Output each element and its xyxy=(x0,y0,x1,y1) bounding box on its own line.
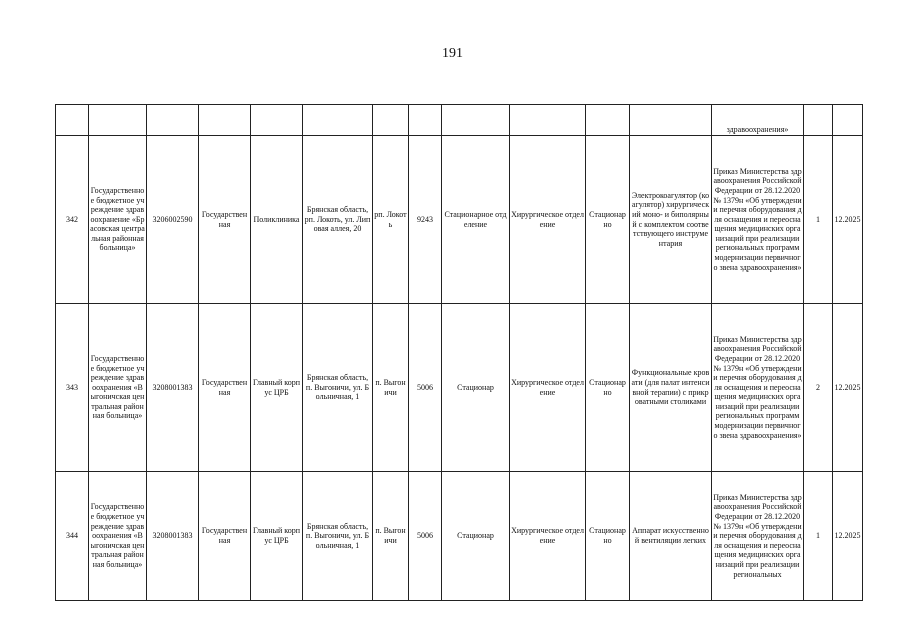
address: Брянская область, рп. Локоть, ул. Липовая аллея, 20 xyxy=(303,136,373,304)
inn-code: 3206002590 xyxy=(147,136,199,304)
unit-name: Стационарное отделение xyxy=(442,136,510,304)
locality: п. Выгоничи xyxy=(373,304,409,472)
table-row xyxy=(56,304,863,472)
page-number: 191 xyxy=(442,46,463,61)
organization-name xyxy=(89,472,147,601)
building-name: Главный корпус ЦРБ xyxy=(251,304,303,472)
locality-code: 5006 xyxy=(409,472,442,601)
building-name: Главный корпус ЦРБ xyxy=(251,472,303,601)
locality-code: 9243 xyxy=(409,136,442,304)
department-name: Хирургическое отделение xyxy=(510,304,586,472)
organization-name: Государственное бюджетное учреждение здравоохранения «Выгоничская центральная районная больница» xyxy=(89,304,147,472)
locality-code: 5006 xyxy=(409,304,442,472)
row-number: 344 xyxy=(56,472,89,601)
care-mode: Стационарно xyxy=(586,472,630,601)
quantity: 1 xyxy=(804,472,833,601)
row-number: 343 xyxy=(56,304,89,472)
continuation-row xyxy=(56,105,863,136)
equipment-name: Аппарат искусственной вентиляции легких xyxy=(630,472,712,601)
organization-name: Государственное бюджетное учреждение здравоохранение «Брасовская центральная районная больница» xyxy=(89,136,147,304)
equipment-name: Функциональные кровати (для палат интенсивной терапии) с прикроватными столиками xyxy=(630,304,712,472)
equipment-name: Электрокоагулятор (коагулятор) хирургический моно- и биполярный с комплектом соответствующего инструментария xyxy=(630,136,712,304)
address: Брянская область, п. Выгоничи, ул. Больничная, 1 xyxy=(303,472,373,601)
order-reference-text: Приказ Министерства здравоохранения Российской Федерации от 28.12.2020 № 1379н «Об утверждении перечня оборудования для оснащения и переоснащения медицинских организаций при реализации региональных xyxy=(713,492,802,579)
order-cell-continuation: здравоохранения» xyxy=(712,105,804,136)
due-date: 12.2025 xyxy=(833,304,863,472)
quantity: 1 xyxy=(804,136,833,304)
building-name: Поликлиника xyxy=(251,136,303,304)
unit-name: Стационар xyxy=(442,304,510,472)
quantity: 2 xyxy=(804,304,833,472)
department-name: Хирургическое отделение xyxy=(510,136,586,304)
order-reference xyxy=(712,472,804,601)
due-date: 12.2025 xyxy=(833,472,863,601)
locality: рп. Локоть xyxy=(373,136,409,304)
address: Брянская область, п. Выгоничи, ул. Больничная, 1 xyxy=(303,304,373,472)
unit-name: Стационар xyxy=(442,472,510,601)
care-mode: Стационарно xyxy=(586,304,630,472)
ownership-type: Государственная xyxy=(199,472,251,601)
row-number: 342 xyxy=(56,136,89,304)
locality: п. Выгоничи xyxy=(373,472,409,601)
ownership-type: Государственная xyxy=(199,304,251,472)
ownership-type: Государственная xyxy=(199,136,251,304)
equipment-table xyxy=(55,104,863,601)
inn-code: 3208001383 xyxy=(147,472,199,601)
table-row xyxy=(56,136,863,304)
department-name: Хирургическое отделение xyxy=(510,472,586,601)
care-mode: Стационарно xyxy=(586,136,630,304)
organization-name-text: Государственное бюджетное учреждение здравоохранения «Выгоничская центральная районная больница» xyxy=(90,502,145,569)
order-reference: Приказ Министерства здравоохранения Российской Федерации от 28.12.2020 № 1379н «Об утверждении перечня оборудования для оснащения и переоснащения медицинских организаций при реализации региональных программ модернизации первичного звена здравоохранения» xyxy=(712,136,804,304)
order-reference: Приказ Министерства здравоохранения Российской Федерации от 28.12.2020 № 1379н «Об утверждении перечня оборудования для оснащения и переоснащения медицинских организаций при реализации региональных программ модернизации первичного звена здравоохранения» xyxy=(712,304,804,472)
table-row xyxy=(56,472,863,601)
inn-code: 3208001383 xyxy=(147,304,199,472)
due-date: 12.2025 xyxy=(833,136,863,304)
